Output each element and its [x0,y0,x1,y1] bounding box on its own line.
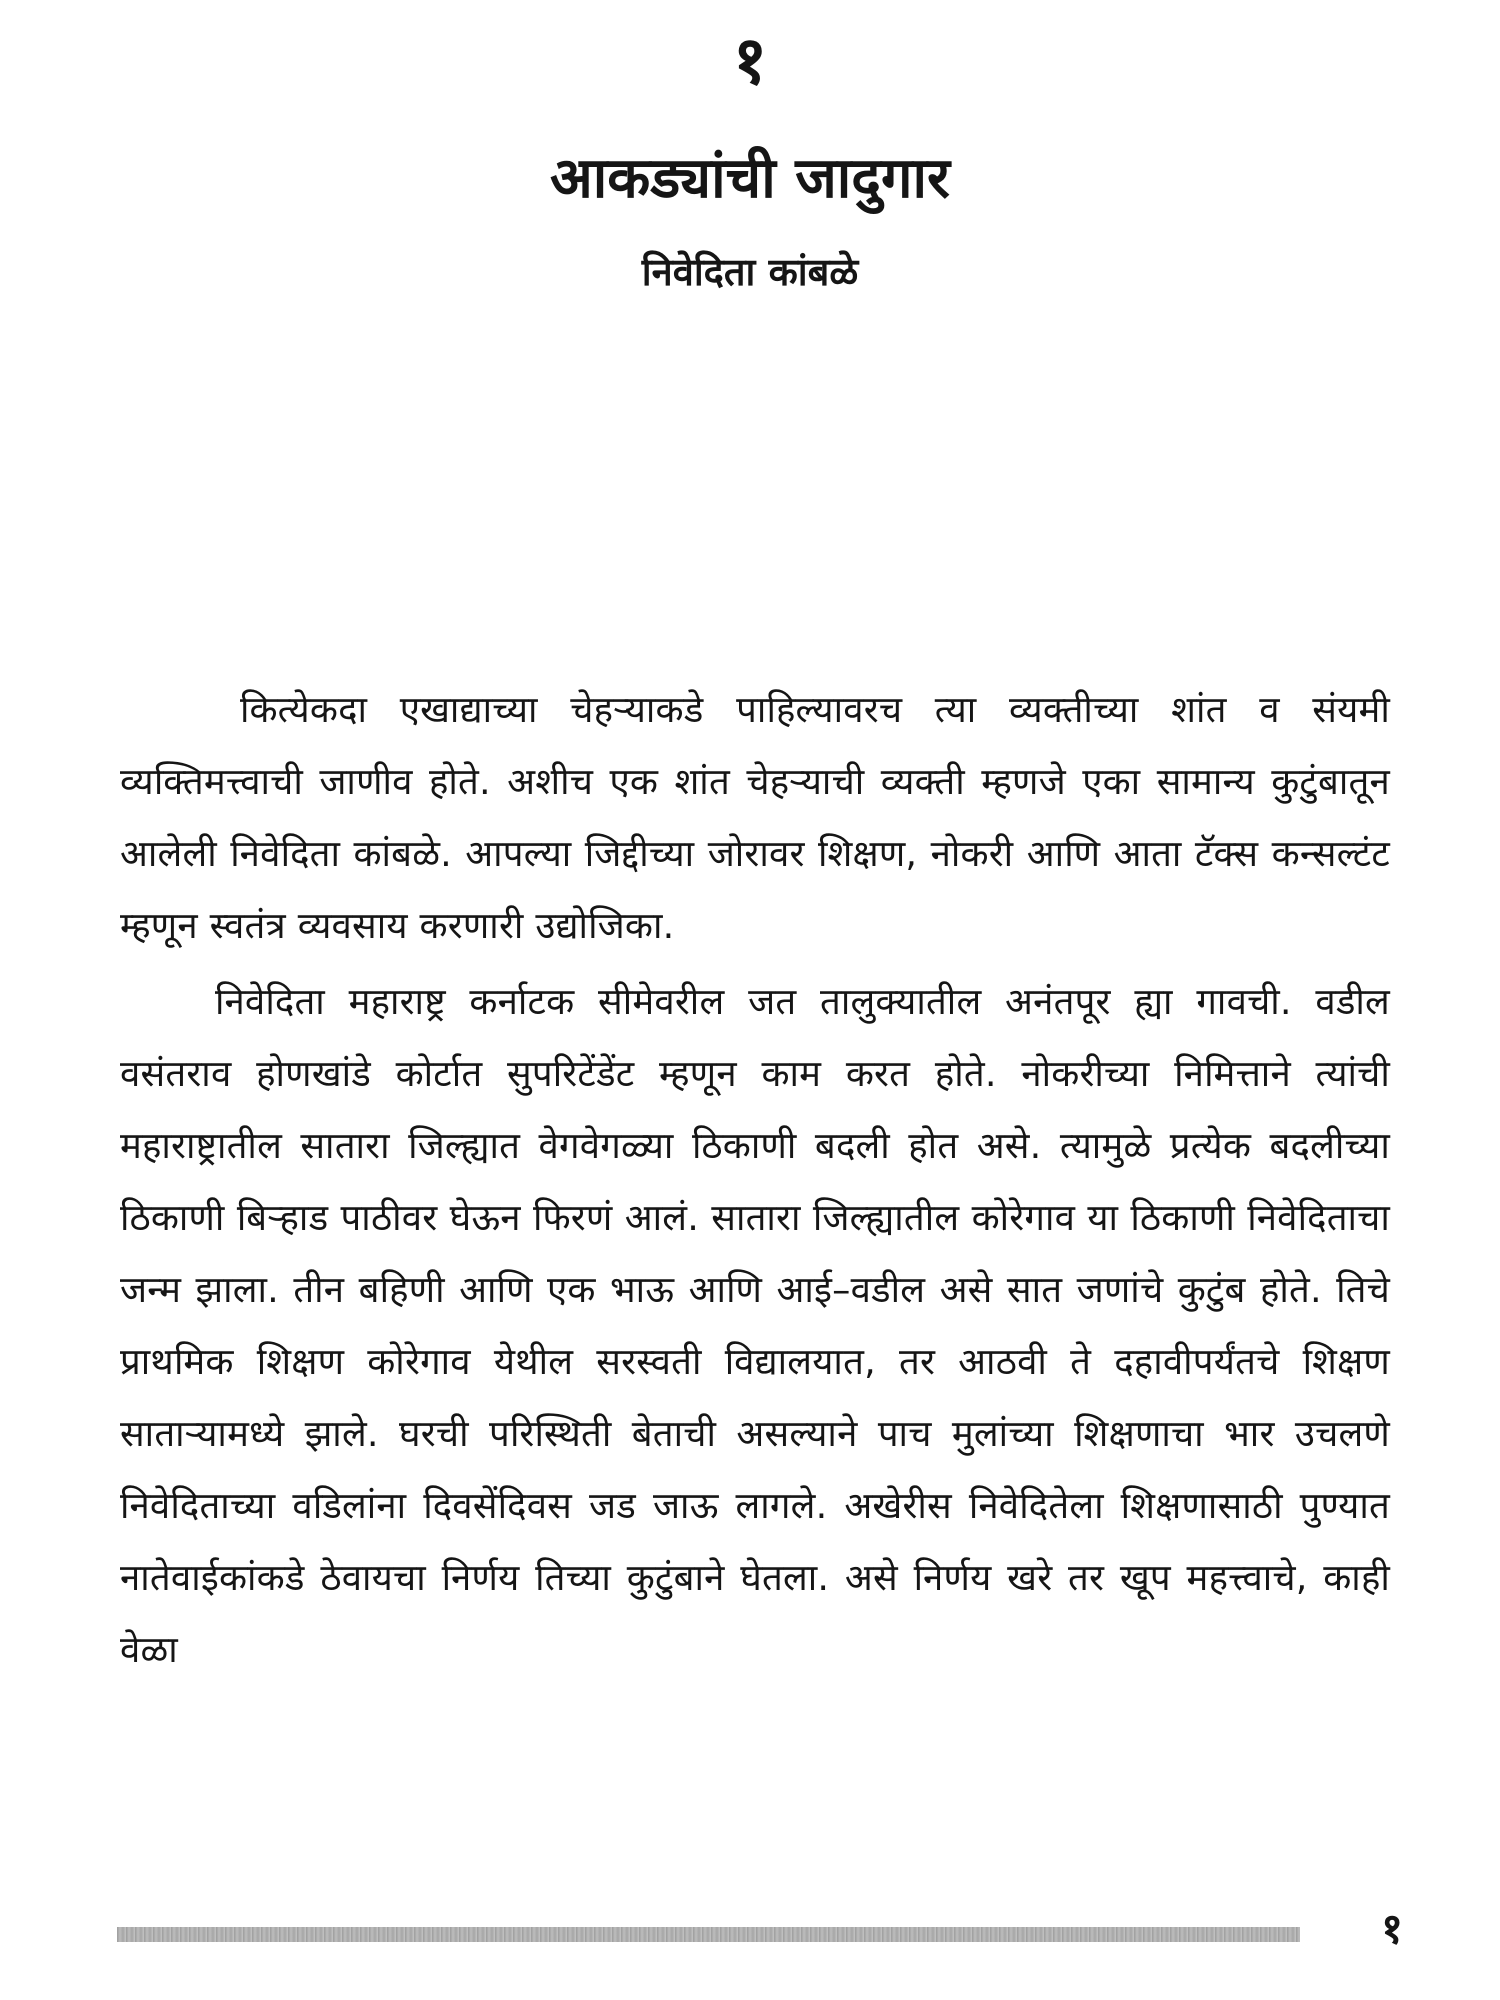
chapter-title: आकड्यांची जादुगार [550,146,950,211]
body-text [120,674,1390,1686]
author-name: निवेदिता कांबळे [641,250,859,294]
chapter-number: १ [732,22,768,99]
footer-rule [117,1927,1300,1942]
paragraph-1: कित्येकदा एखाद्याच्या चेहऱ्याकडे पाहिल्यावरच त्या व्यक्तीच्या शांत व संयमी व्यक्तिमत्त्वाची जाणीव होते. अशीच एक शांत चेहऱ्याची व्यक्ती म्हणजे एका सामान्य कुटुंबातून आलेली निवेदिता कांबळे. आपल्या जिद्दीच्या जोरावर शिक्षण, नोकरी आणि आता टॅक्स कन्सल्टंट म्हणून स्वतंत्र व्यवसाय करणारी उद्योजिका. [120,688,1390,947]
paragraph-2: निवेदिता महाराष्ट्र कर्नाटक सीमेवरील जत तालुक्यातील अनंतपूर ह्या गावची. वडील वसंतराव होणखांडे कोर्टात सुपरिटेंडेंट म्हणून काम करत होते. नोकरीच्या निमित्ताने त्यांची महाराष्ट्रातील सातारा जिल्ह्यात वेगवेगळ्या ठिकाणी बदली होत असे. त्यामुळे प्रत्येक बदलीच्या ठिकाणी बिऱ्हाड पाठीवर घेऊन फिरणं आलं. सातारा जिल्ह्यातील कोरेगाव या ठिकाणी निवेदिताचा जन्म झाला. तीन बहिणी आणि एक भाऊ आणि आई–वडील असे सात जणांचे कुटुंब होते. तिचे प्राथमिक शिक्षण कोरेगाव येथील सरस्वती विद्यालयात, तर आठवी ते दहावीपर्यंतचे शिक्षण साताऱ्यामध्ये झाले. घरची परिस्थिती बेताची असल्याने पाच मुलांच्या शिक्षणाचा भार उचलणे निवेदिताच्या वडिलांना दिवसेंदिवस जड जाऊ लागले. अखेरीस निवेदितेला शिक्षणासाठी पुण्यात नातेवाईकांकडे ठेवायचा निर्णय तिच्या कुटुंबाने घेतला. असे निर्णय खरे तर खूप महत्त्वाचे, काही वेळा [120,980,1390,1671]
page-number: १ [1381,1904,1403,1953]
